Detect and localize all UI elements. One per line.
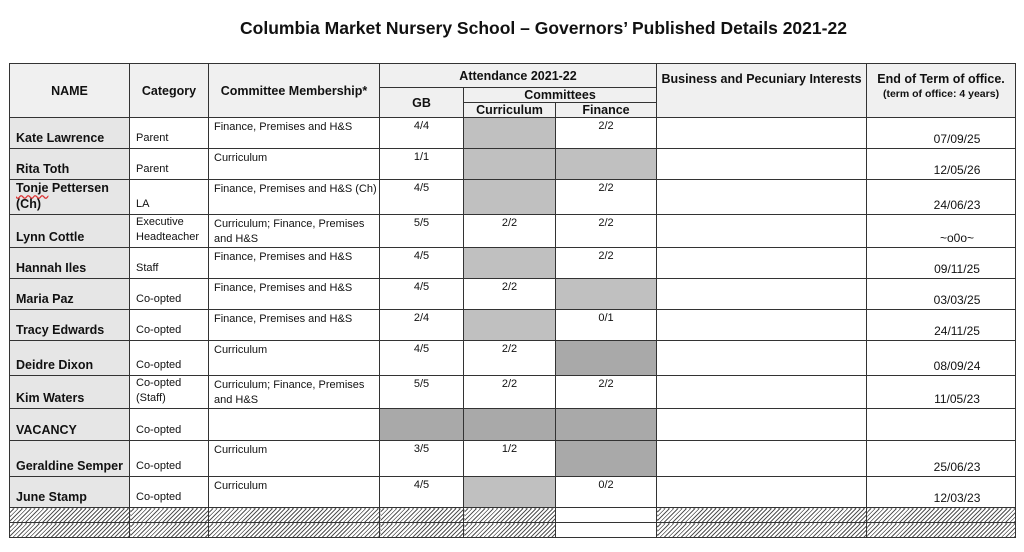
header-committee-membership: Committee Membership* <box>209 64 380 118</box>
business-interests <box>657 376 867 409</box>
end-of-term: 12/05/26 <box>867 149 1016 180</box>
hatched-row <box>10 508 1016 523</box>
header-term-note: (term of office: 4 years) <box>882 88 1000 100</box>
table-row <box>10 409 1016 441</box>
hatched-cell <box>464 508 556 523</box>
finance-attendance <box>556 149 657 180</box>
committee-membership: Finance, Premises and H&S <box>209 310 380 341</box>
finance-attendance <box>556 279 657 310</box>
header-curriculum: Curriculum <box>464 103 556 118</box>
hatched-cell <box>380 508 464 523</box>
end-of-term <box>867 409 1016 441</box>
gb-attendance: 3/5 <box>380 441 464 477</box>
gb-attendance: 1/1 <box>380 149 464 180</box>
governors-table <box>9 63 1016 538</box>
finance-attendance: 2/2 <box>556 376 657 409</box>
curriculum-attendance: 1/2 <box>464 441 556 477</box>
table-row <box>10 341 1016 376</box>
header-committees: Committees <box>464 88 657 103</box>
committee-membership: Curriculum; Finance, Premises and H&S <box>209 376 380 409</box>
table-row <box>10 180 1016 215</box>
business-interests <box>657 215 867 248</box>
end-of-term: 25/06/23 <box>867 441 1016 477</box>
gb-attendance: 4/5 <box>380 180 464 215</box>
governor-category: Staff <box>130 248 209 279</box>
gb-attendance: 4/5 <box>380 477 464 508</box>
hatched-cell <box>209 523 380 538</box>
finance-attendance <box>556 441 657 477</box>
committee-membership: Finance, Premises and H&S (Ch) <box>209 180 380 215</box>
document-title: Columbia Market Nursery School – Governors’ Published Details 2021-22 <box>240 18 847 38</box>
business-interests <box>657 248 867 279</box>
business-interests <box>657 118 867 149</box>
table-row <box>10 279 1016 310</box>
finance-attendance: 2/2 <box>556 180 657 215</box>
gb-attendance: 4/5 <box>380 279 464 310</box>
table-row <box>10 248 1016 279</box>
committee-membership <box>209 409 380 441</box>
gb-attendance: 4/4 <box>380 118 464 149</box>
governor-name: Maria Paz <box>10 279 130 310</box>
hatched-cell <box>130 508 209 523</box>
committee-membership: Curriculum <box>209 477 380 508</box>
committee-membership: Finance, Premises and H&S <box>209 118 380 149</box>
header-business-interests: Business and Pecuniary Interests <box>657 64 867 118</box>
empty-cell <box>556 523 657 538</box>
curriculum-attendance <box>464 118 556 149</box>
governor-category: Co-opted <box>130 279 209 310</box>
table-row <box>10 118 1016 149</box>
governor-category: Co-opted (Staff) <box>130 376 209 409</box>
committee-membership: Curriculum <box>209 341 380 376</box>
governor-name-rest: Pettersen (Ch) <box>16 181 109 211</box>
hatched-cell <box>867 508 1016 523</box>
hatched-cell <box>657 508 867 523</box>
gb-attendance: 5/5 <box>380 376 464 409</box>
business-interests <box>657 441 867 477</box>
governor-name <box>10 180 130 215</box>
curriculum-attendance <box>464 477 556 508</box>
header-gb: GB <box>380 88 464 118</box>
hatched-cell <box>867 523 1016 538</box>
curriculum-attendance: 2/2 <box>464 341 556 376</box>
hatched-cell <box>657 523 867 538</box>
gb-attendance: 4/5 <box>380 248 464 279</box>
governor-category: Parent <box>130 118 209 149</box>
gb-attendance: 2/4 <box>380 310 464 341</box>
finance-attendance <box>556 409 657 441</box>
curriculum-attendance <box>464 180 556 215</box>
curriculum-attendance <box>464 409 556 441</box>
table-row <box>10 477 1016 508</box>
empty-cell <box>556 508 657 523</box>
governor-name: Lynn Cottle <box>10 215 130 248</box>
business-interests <box>657 341 867 376</box>
business-interests <box>657 279 867 310</box>
hatched-row <box>10 523 1016 538</box>
governor-category: Co-opted <box>130 441 209 477</box>
curriculum-attendance <box>464 149 556 180</box>
governor-category: Parent <box>130 149 209 180</box>
hatched-cell <box>130 523 209 538</box>
hatched-cell <box>10 523 130 538</box>
business-interests <box>657 477 867 508</box>
business-interests <box>657 310 867 341</box>
header-name: NAME <box>10 64 130 118</box>
hatched-cell <box>464 523 556 538</box>
table-row <box>10 376 1016 409</box>
governor-category: Co-opted <box>130 409 209 441</box>
committee-membership: Finance, Premises and H&S <box>209 248 380 279</box>
governor-name: Kate Lawrence <box>10 118 130 149</box>
governor-category: Co-opted <box>130 310 209 341</box>
committee-membership: Finance, Premises and H&S <box>209 279 380 310</box>
end-of-term: 12/03/23 <box>867 477 1016 508</box>
header-end-of-term <box>867 64 1016 118</box>
end-of-term: 24/06/23 <box>867 180 1016 215</box>
finance-attendance: 2/2 <box>556 215 657 248</box>
gb-attendance: 4/5 <box>380 341 464 376</box>
finance-attendance: 2/2 <box>556 248 657 279</box>
curriculum-attendance: 2/2 <box>464 215 556 248</box>
governor-name: VACANCY <box>10 409 130 441</box>
governor-category: Co-opted <box>130 477 209 508</box>
hatched-cell <box>380 523 464 538</box>
curriculum-attendance <box>464 310 556 341</box>
governor-name: Tracy Edwards <box>10 310 130 341</box>
header-finance: Finance <box>556 103 657 118</box>
business-interests <box>657 180 867 215</box>
hatched-cell <box>209 508 380 523</box>
header-attendance: Attendance 2021-22 <box>380 64 657 88</box>
governor-name-first: Tonje <box>16 181 49 195</box>
end-of-term: 09/11/25 <box>867 248 1016 279</box>
governor-name: June Stamp <box>10 477 130 508</box>
finance-attendance: 0/1 <box>556 310 657 341</box>
governor-category: Co-opted <box>130 341 209 376</box>
governor-name: Hannah Iles <box>10 248 130 279</box>
gb-attendance <box>380 409 464 441</box>
committee-membership: Curriculum <box>209 441 380 477</box>
finance-attendance: 0/2 <box>556 477 657 508</box>
table-row <box>10 310 1016 341</box>
header-end-of-term-label: End of Term of office. <box>877 72 1005 86</box>
governor-name: Geraldine Semper <box>10 441 130 477</box>
table-row <box>10 215 1016 248</box>
gb-attendance: 5/5 <box>380 215 464 248</box>
hatched-cell <box>10 508 130 523</box>
end-of-term: 08/09/24 <box>867 341 1016 376</box>
governor-category: LA <box>130 180 209 215</box>
end-of-term: 11/05/23 <box>867 376 1016 409</box>
business-interests <box>657 149 867 180</box>
curriculum-attendance: 2/2 <box>464 376 556 409</box>
header-category: Category <box>130 64 209 118</box>
end-of-term: 03/03/25 <box>867 279 1016 310</box>
curriculum-attendance: 2/2 <box>464 279 556 310</box>
end-of-term: ~o0o~ <box>867 215 1016 248</box>
governor-category: Executive Headteacher <box>130 215 209 248</box>
finance-attendance: 2/2 <box>556 118 657 149</box>
table-row <box>10 149 1016 180</box>
governor-name: Kim Waters <box>10 376 130 409</box>
end-of-term: 07/09/25 <box>867 118 1016 149</box>
end-of-term: 24/11/25 <box>867 310 1016 341</box>
committee-membership: Curriculum; Finance, Premises and H&S <box>209 215 380 248</box>
finance-attendance <box>556 341 657 376</box>
business-interests <box>657 409 867 441</box>
governor-name: Rita Toth <box>10 149 130 180</box>
committee-membership: Curriculum <box>209 149 380 180</box>
governor-name: Deidre Dixon <box>10 341 130 376</box>
curriculum-attendance <box>464 248 556 279</box>
table-row <box>10 441 1016 477</box>
